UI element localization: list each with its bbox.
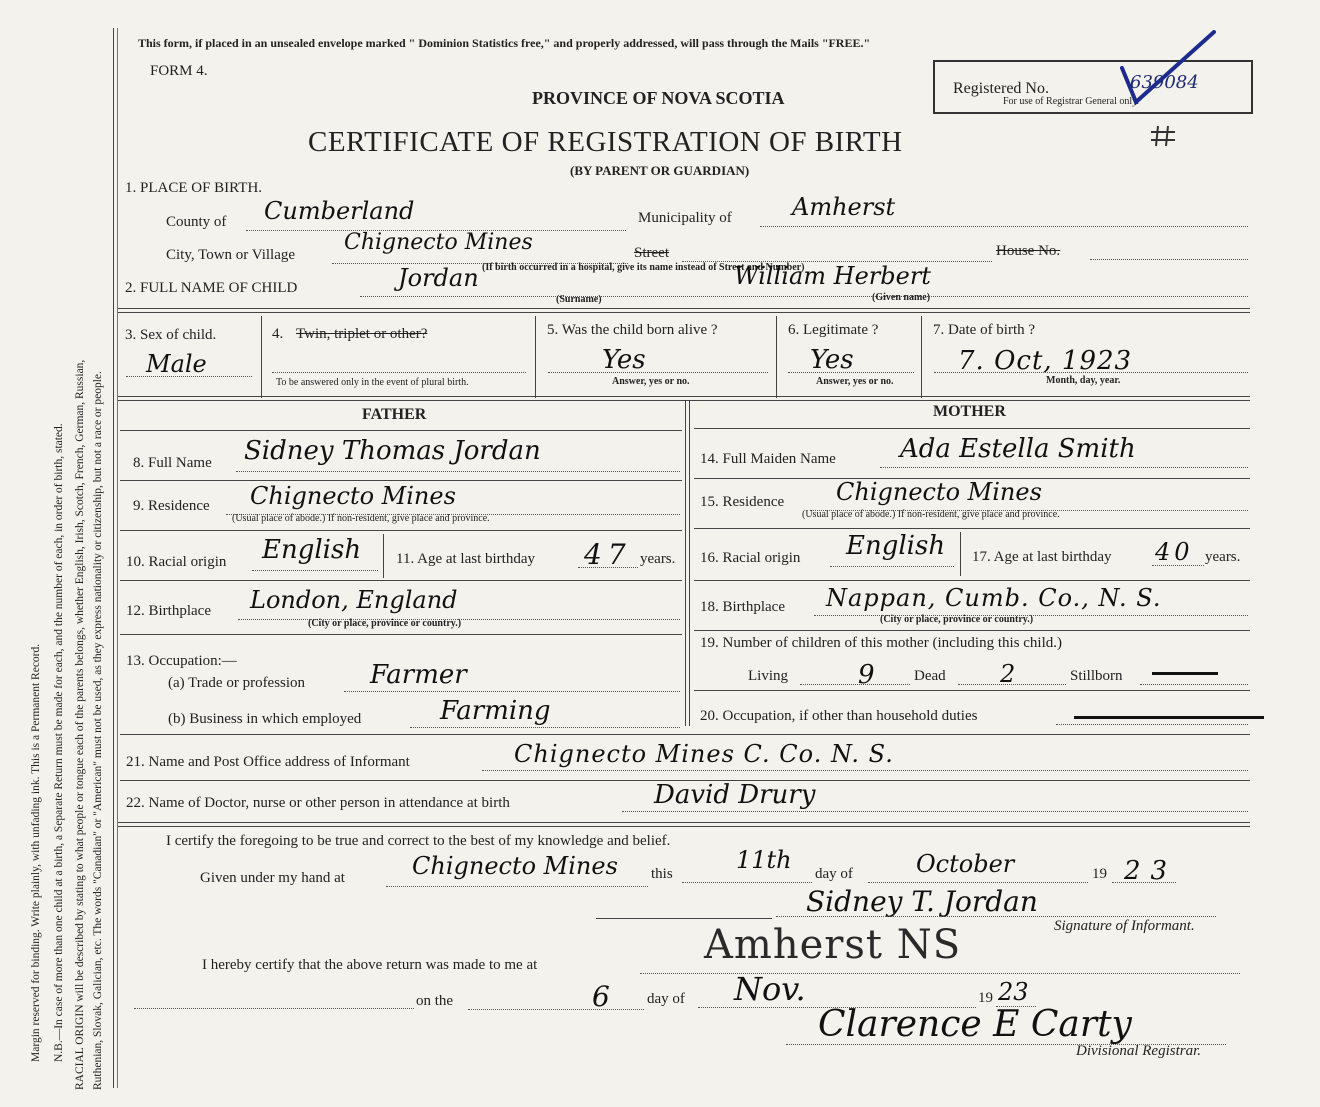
mother-name: Ada Estella Smith	[900, 434, 1136, 464]
given-place: Chignecto Mines	[412, 852, 618, 880]
given-month: October	[916, 850, 1015, 878]
legitimate-label: 6. Legitimate ?	[788, 322, 879, 338]
mother-race-label: 16. Racial origin	[700, 550, 801, 566]
given-year-suffix: 23	[1124, 856, 1178, 886]
business-value: Farming	[440, 696, 551, 726]
hospital-note: (If birth occurred in a hospital, give its name instead of Street and Number)	[482, 262, 805, 273]
mother-birthplace-note: (City or place, province or country.)	[880, 614, 1034, 625]
registrar-month: Nov.	[734, 970, 806, 1008]
municipality-label: Municipality of	[638, 210, 732, 226]
county-value: Cumberland	[264, 197, 415, 225]
legitimate-value: Yes	[810, 345, 854, 375]
margin-note-1: Margin reserved for binding. Write plainly, with unfading ink. This is a Permanent Record.	[30, 643, 42, 1062]
dob-value: 7. Oct, 1923	[958, 346, 1133, 376]
father-name: Sidney Thomas Jordan	[244, 436, 541, 466]
registrar-day-of-label: day of	[647, 991, 685, 1007]
informant-value: Chignecto Mines C. Co. N. S.	[514, 740, 894, 768]
hash-mark-icon	[1148, 124, 1178, 153]
mother-age: 40	[1155, 538, 1194, 566]
margin-note-2: N.B.—In case of more than one child at a birth, a Separate Return must be made for each, and the number of each, in order of birth, stated.	[53, 423, 65, 1062]
mother-birthplace: Nappan, Cumb. Co., N. S.	[826, 584, 1162, 612]
dead-label: Dead	[914, 668, 946, 684]
given-day: 11th	[736, 846, 792, 874]
father-age: 47	[584, 538, 632, 571]
street-label: Street	[634, 245, 669, 261]
legitimate-note: Answer, yes or no.	[816, 376, 894, 387]
registrar-statement: I hereby certify that the above return was made to me at	[202, 957, 538, 973]
living-value: 9	[858, 660, 875, 690]
dead-value: 2	[1000, 660, 1016, 688]
child-surname: Jordan	[398, 264, 479, 292]
living-label: Living	[748, 668, 788, 684]
registrar-year-prefix: 19	[978, 990, 993, 1006]
registrar-day: 6	[592, 980, 610, 1013]
father-birthplace-label: 12. Birthplace	[126, 603, 211, 619]
children-label: 19. Number of children of this mother (including this child.)	[700, 635, 1063, 651]
twin-number: 4.	[272, 326, 284, 342]
alive-label: 5. Was the child born alive ?	[547, 322, 718, 338]
father-heading: FATHER	[362, 406, 427, 423]
alive-value: Yes	[602, 345, 646, 375]
registered-note: For use of Registrar General only.	[1003, 96, 1139, 107]
doctor-value: David Drury	[654, 780, 816, 810]
certificate-subtitle: (BY PARENT OR GUARDIAN)	[570, 163, 750, 178]
day-of-label: day of	[815, 866, 853, 882]
stillborn-label: Stillborn	[1070, 668, 1123, 684]
province-heading: PROVINCE OF NOVA SCOTIA	[532, 88, 785, 108]
city-label: City, Town or Village	[166, 247, 296, 263]
mother-residence: Chignecto Mines	[836, 478, 1042, 506]
child-name-label: 2. FULL NAME OF CHILD	[125, 280, 298, 296]
check-mark-icon	[1118, 28, 1218, 113]
father-birthplace: London, England	[250, 586, 458, 614]
certify-statement: I certify the foregoing to be true and correct to the best of my knowledge and belief.	[166, 833, 671, 849]
mother-residence-label: 15. Residence	[700, 494, 785, 510]
municipality-value: Amherst	[792, 193, 896, 221]
trade-value: Farmer	[370, 660, 467, 690]
sex-value: Male	[146, 350, 207, 378]
registrar-place: Amherst NS	[704, 922, 962, 968]
father-occupation-label: 13. Occupation:—	[126, 653, 237, 669]
this-label: this	[651, 866, 673, 882]
place-heading: 1. PLACE OF BIRTH.	[125, 180, 263, 196]
surname-note: (Surname)	[556, 294, 602, 305]
father-race-label: 10. Racial origin	[126, 554, 227, 570]
mail-note: This form, if placed in an unsealed envelope marked " Dominion Statistics free," and properly addressed, will pass through the Mails "FREE."	[138, 36, 871, 50]
mother-occupation-dash	[1074, 716, 1264, 719]
margin-note-4: Ruthenian, Slovak, Galician, etc. The words "Canadian" or "American" must not be used, as they express nationality or citizenship, but not a race or people.	[92, 371, 104, 1090]
house-label: House No.	[996, 243, 1061, 259]
mother-residence-note: (Usual place of abode.) If non-resident, give place and province.	[802, 509, 1060, 520]
given-year-prefix: 19	[1092, 866, 1107, 882]
county-label: County of	[166, 214, 227, 230]
mother-age-label: 17. Age at last birthday	[972, 549, 1112, 565]
twin-label: Twin, triplet or other?	[296, 326, 428, 342]
registrar-year-suffix: 23	[998, 978, 1029, 1006]
mother-name-label: 14. Full Maiden Name	[700, 451, 836, 467]
informant-signature-label: Signature of Informant.	[1054, 918, 1195, 934]
certificate-title: CERTIFICATE OF REGISTRATION OF BIRTH	[308, 126, 903, 158]
given-under-label: Given under my hand at	[200, 870, 345, 886]
registered-label: Registered No.	[953, 80, 1049, 97]
registrar-signature: Clarence E Carty	[818, 1004, 1132, 1045]
on-the-label: on the	[416, 993, 454, 1009]
registered-number: 639084	[1130, 72, 1199, 93]
father-name-label: 8. Full Name	[133, 455, 212, 471]
father-residence: Chignecto Mines	[250, 482, 456, 510]
mother-occupation-label: 20. Occupation, if other than household duties	[700, 708, 978, 724]
stillborn-dash	[1152, 672, 1218, 675]
informant-signature: Sidney T. Jordan	[806, 885, 1038, 918]
form-number: FORM 4.	[150, 63, 208, 79]
father-race: English	[262, 535, 362, 565]
business-label: (b) Business in which employed	[168, 711, 362, 727]
mother-heading: MOTHER	[933, 403, 1006, 420]
father-age-label: 11. Age at last birthday	[396, 551, 535, 567]
dob-note: Month, day, year.	[1046, 375, 1121, 386]
doctor-label: 22. Name of Doctor, nurse or other person in attendance at birth	[126, 795, 510, 811]
registrar-label: Divisional Registrar.	[1076, 1043, 1202, 1059]
twin-note: To be answered only in the event of plural birth.	[276, 377, 469, 388]
mother-birthplace-label: 18. Birthplace	[700, 599, 785, 615]
margin-rule	[113, 28, 114, 1088]
father-birthplace-note: (City or place, province or country.)	[308, 618, 462, 629]
dob-label: 7. Date of birth ?	[933, 322, 1036, 338]
city-value: Chignecto Mines	[344, 230, 533, 255]
alive-note: Answer, yes or no.	[612, 376, 690, 387]
margin-rule-inner	[117, 28, 118, 1088]
given-note: (Given name)	[872, 292, 931, 303]
child-given-name: William Herbert	[734, 262, 931, 290]
father-residence-label: 9. Residence	[133, 498, 210, 514]
mother-race: English	[846, 531, 946, 561]
trade-label: (a) Trade or profession	[168, 675, 306, 691]
sex-label: 3. Sex of child.	[125, 327, 217, 343]
margin-note-3: RACIAL ORIGIN will be described by stating to what people or tongue each of the parents belongs, whether English, Irish, Scotch, French, German, Russian,	[74, 359, 86, 1090]
informant-label: 21. Name and Post Office address of Informant	[126, 754, 410, 770]
mother-years: years.	[1205, 549, 1241, 565]
father-residence-note: (Usual place of abode.) If non-resident, give place and province.	[232, 513, 490, 524]
father-years: years.	[640, 551, 676, 567]
